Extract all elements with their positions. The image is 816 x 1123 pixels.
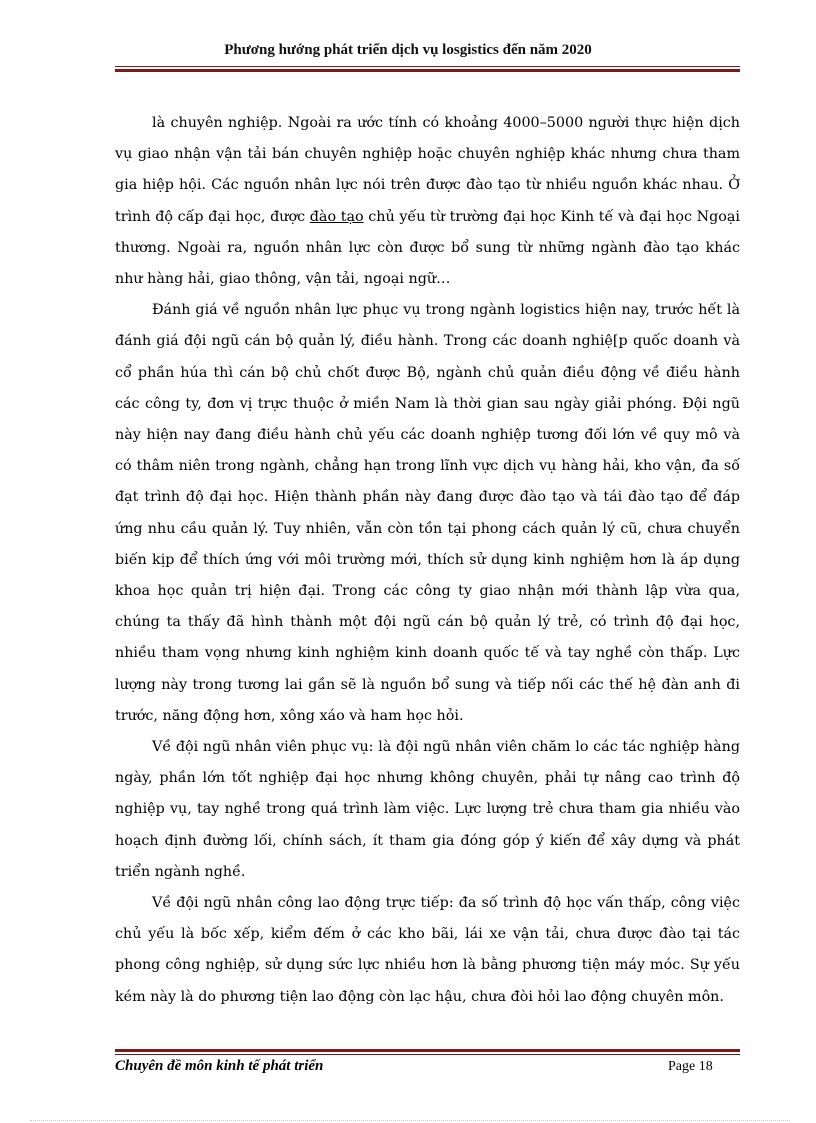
page-edge-divider	[30, 1120, 790, 1121]
paragraph-3: Về đội ngũ nhân viên phục vụ: là đội ngũ nhân viên chăm lo các tác nghiệp hàng ngày, phần lớn tốt nghiệp đại học nhưng không chuyên, phải tự nâng cao trình độ nghiệp vụ, tay nghề trong quá trình làm việc. Lực lượng trẻ chưa tham gia nhiều vào hoạch định đường lối, chính sách, ít tham gia đóng góp ý kiến để xây dựng và phát triển ngành nghề.	[115, 739, 740, 880]
header-rule-bottom	[115, 69, 740, 72]
document-body	[115, 108, 740, 1013]
dao-tao-link[interactable]: đào tạo	[309, 208, 364, 225]
footer-title: Chuyên đề môn kinh tế phát triển	[115, 1058, 324, 1074]
page-header-title: Phương hướng phát triển dịch vụ losgistics đến năm 2020	[224, 42, 592, 58]
header-rule-top	[115, 66, 740, 67]
page-number: Page 18	[668, 1059, 713, 1074]
paragraph-1-text-a: là chuyên nghiệp. Ngoài ra ước tính có khoảng 4000–5000 người thực hiện dịch vụ giao nhận vận tải bán chuyên nghiệp hoặc chuyên nghiệp khác nhưng chưa tham gia hiệp hội. Các nguồn nhân lực nói trên được đào tạo từ nhiều nguồn khác nhau. Ở trình độ cấp đại học, được	[115, 115, 740, 225]
footer-rule-bottom	[115, 1054, 740, 1055]
paragraph-2: Đánh giá về nguồn nhân lực phục vụ trong ngành logistics hiện nay, trước hết là đánh giá đội ngũ cán bộ quản lý, điều hành. Trong các doanh nghiệ[p quốc doanh và cổ phần húa thì cán bộ chủ chốt được Bộ, ngành chủ quản điều động về điều hành các công ty, đơn vị trực thuộc ở miền Nam là thời gian sau ngày giải phóng. Đội ngũ này hiện nay đang điều hành chủ yếu các doanh nghiệp tương đối lớn về quy mô và có thâm niên trong ngành, chẳng hạn trong lĩnh vực dịch vụ hàng hải, kho vận, đa số đạt trình độ đại học. Hiện thành phần này đang được đào tạo và tái đào tạo để đáp ứng nhu cầu quản lý. Tuy nhiên, vẫn còn tồn tại phong cách quản lý cũ, chưa chuyển biến kịp để thích ứng với môi trường mới, thích sử dụng kinh nghiệm hơn là áp dụng khoa học quản trị hiện đại. Trong các công ty giao nhận mới thành lập vừa qua, chúng ta thấy đã hình thành một đội ngũ cán bộ quản lý trẻ, có trình độ đại học, nhiều tham vọng nhưng kinh nghiệm kinh doanh quốc tế và tay nghề còn thấp. Lực lượng này trong tương lai gần sẽ là nguồn bổ sung và tiếp nối các thế hệ đàn anh đi trước, năng động hơn, xông xáo và ham học hỏi.	[115, 302, 740, 724]
paragraph-1	[115, 108, 740, 295]
paragraph-4: Về đội ngũ nhân công lao động trực tiếp: đa số trình độ học vấn thấp, công việc chủ yếu là bốc xếp, kiểm đếm ở các kho bãi, lái xe vận tải, chưa được đào tại tác phong công nghiệp, sử dụng sức lực nhiều hơn là bằng phương tiện máy móc. Sự yếu kém này là do phương tiện lao động còn lạc hậu, chưa đòi hỏi lao động chuyên môn.	[115, 895, 740, 1005]
paragraph-1-text-b: chủ yếu từ trường đại học Kinh tế và đại học Ngoại thương. Ngoài ra, nguồn nhân lực còn được bổ sung từ những ngành đào tạo khác như hàng hải, giao thông, vận tải, ngoại ngữ…	[115, 208, 740, 288]
footer-rule-top	[115, 1049, 740, 1052]
